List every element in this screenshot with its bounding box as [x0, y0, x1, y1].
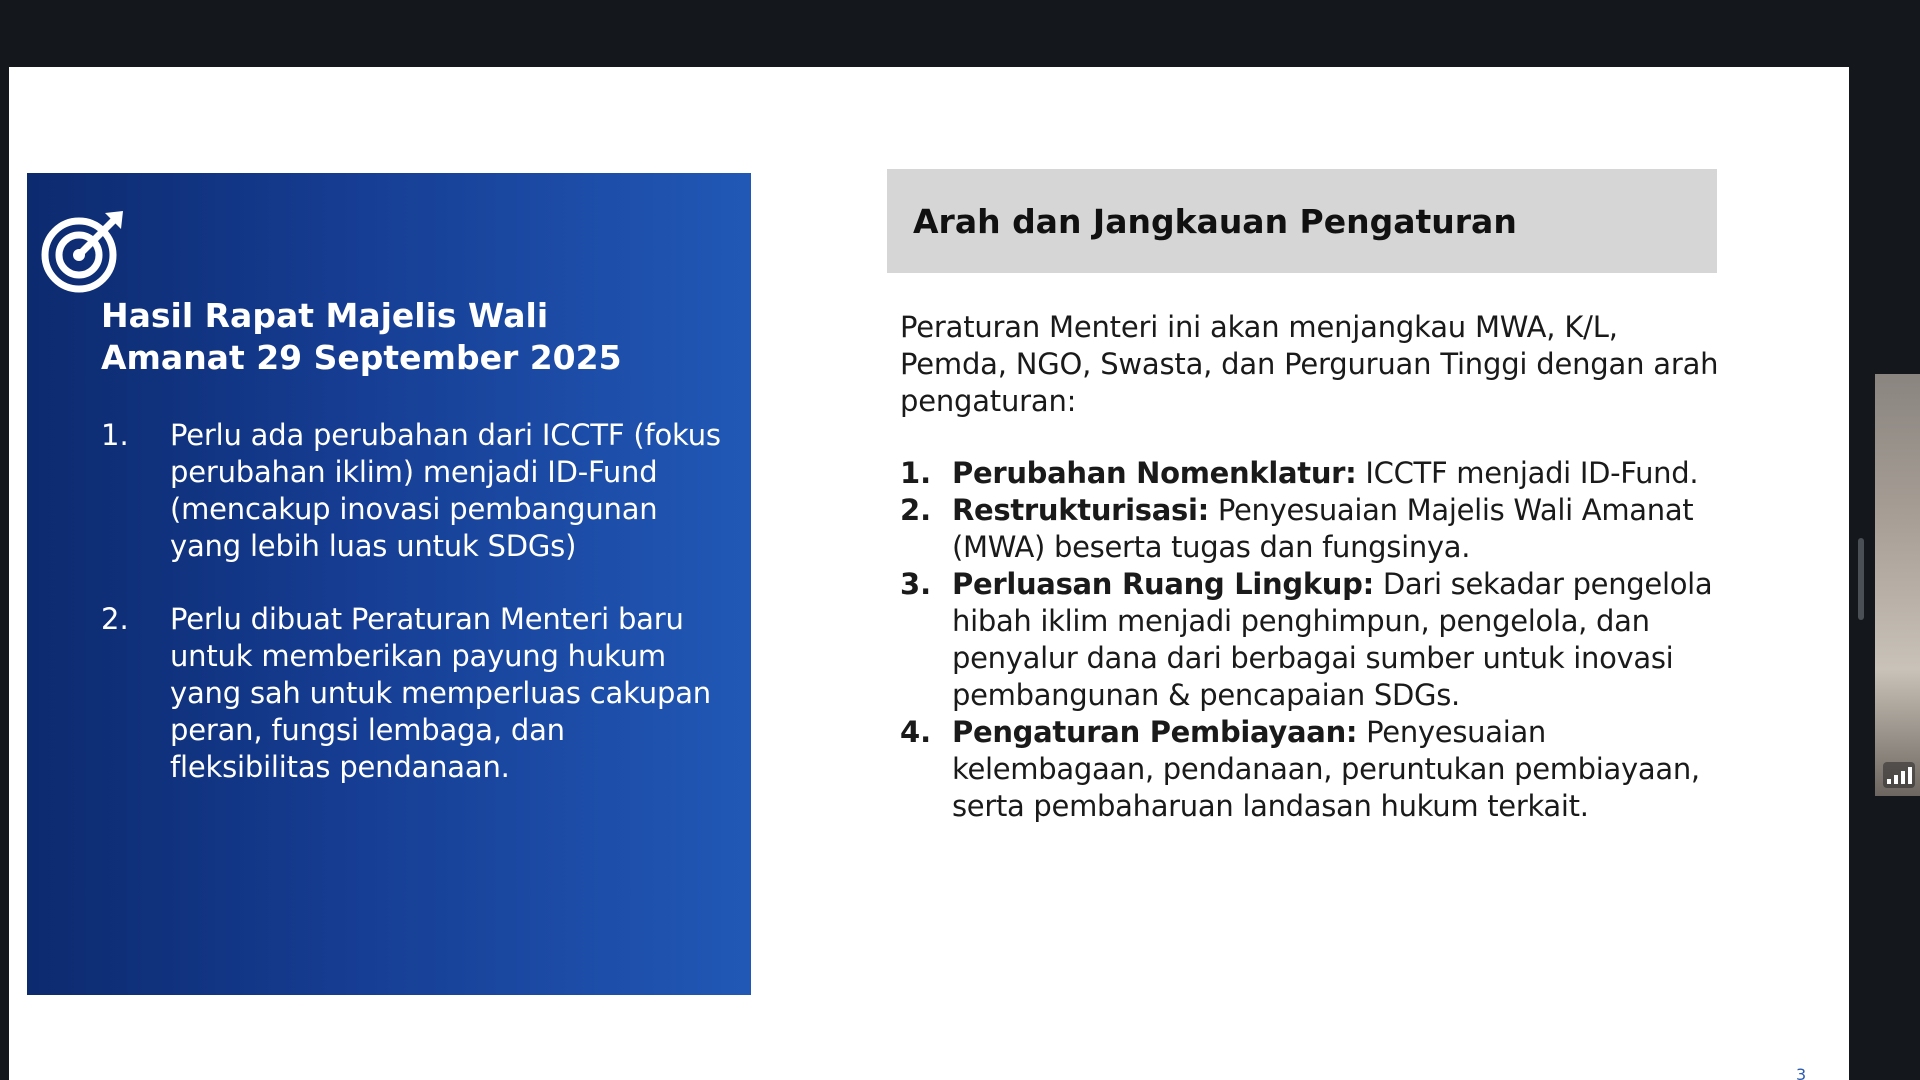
meeting-title: [101, 295, 721, 379]
list-item-body: [952, 492, 1720, 566]
list-item-number: 1.: [900, 456, 932, 490]
meeting-result-list: [101, 417, 721, 822]
list-item-text: Perlu ada perubahan dari ICCTF (fokus perubahan iklim) menjadi ID-Fund (mencakup inovasi pembangunan yang lebih luas untuk SDGs): [170, 418, 721, 563]
list-item-body: [952, 566, 1720, 714]
list-item-number: 1.: [101, 418, 129, 452]
list-item: [101, 417, 721, 565]
list-item: [900, 492, 1720, 566]
signal-bars-icon: [1883, 762, 1915, 788]
list-item: [900, 455, 1720, 492]
meeting-title-line2: Amanat 29 September 2025: [101, 338, 622, 377]
list-item-text: ICCTF menjadi ID-Fund.: [1356, 456, 1699, 490]
regulation-intro: Peraturan Menteri ini akan menjangkau MWA, K/L, Pemda, NGO, Swasta, dan Perguruan Tinggi dengan arah pengaturan:: [900, 310, 1719, 418]
meeting-title-line1: Hasil Rapat Majelis Wali: [101, 296, 549, 335]
list-item-text: Dari sekadar pengelola hibah iklim menjadi penghimpun, pengelola, dan penyalur dana dari berbagai sumber untuk inovasi pembangunan & pencapaian SDGs.: [952, 567, 1713, 712]
regulation-scope-title: Arah dan Jangkauan Pengaturan: [913, 201, 1517, 241]
list-item-number: 2.: [101, 602, 129, 636]
list-item-text: Penyesuaian Majelis Wali Amanat (MWA) beserta tugas dan fungsinya.: [952, 493, 1694, 564]
list-item: [101, 601, 721, 786]
regulation-scope-header: [887, 169, 1717, 273]
meeting-result-panel: [27, 173, 751, 995]
list-item-text: Perlu dibuat Peraturan Menteri baru untuk memberikan payung hukum yang sah untuk memperluas cakupan peran, fungsi lembaga, dan fleksibilitas pendanaan.: [170, 602, 711, 784]
regulation-direction-list: [900, 455, 1720, 825]
list-item-term: Perluasan Ruang Lingkup:: [952, 567, 1374, 601]
list-item-text: Penyesuaian kelembagaan, pendanaan, peruntukan pembiayaan, serta pembaharuan landasan hukum terkait.: [952, 715, 1700, 823]
list-item-term: Perubahan Nomenklatur:: [952, 456, 1357, 490]
target-arrow-icon: [39, 207, 127, 295]
participant-video-tile[interactable]: [1875, 374, 1920, 796]
list-item: [900, 714, 1720, 825]
scrollbar-thumb[interactable]: [1858, 538, 1864, 620]
list-item-term: Restrukturisasi:: [952, 493, 1209, 527]
list-item-number: 3.: [900, 567, 932, 601]
list-item: [900, 566, 1720, 714]
list-item-body: [952, 455, 1720, 492]
list-item-number: 4.: [900, 715, 932, 749]
list-item-number: 2.: [900, 493, 932, 527]
list-item-term: Pengaturan Pembiayaan:: [952, 715, 1358, 749]
list-item-body: [952, 714, 1720, 825]
presentation-slide: [9, 67, 1849, 1080]
page-number: 3: [1796, 1065, 1807, 1080]
